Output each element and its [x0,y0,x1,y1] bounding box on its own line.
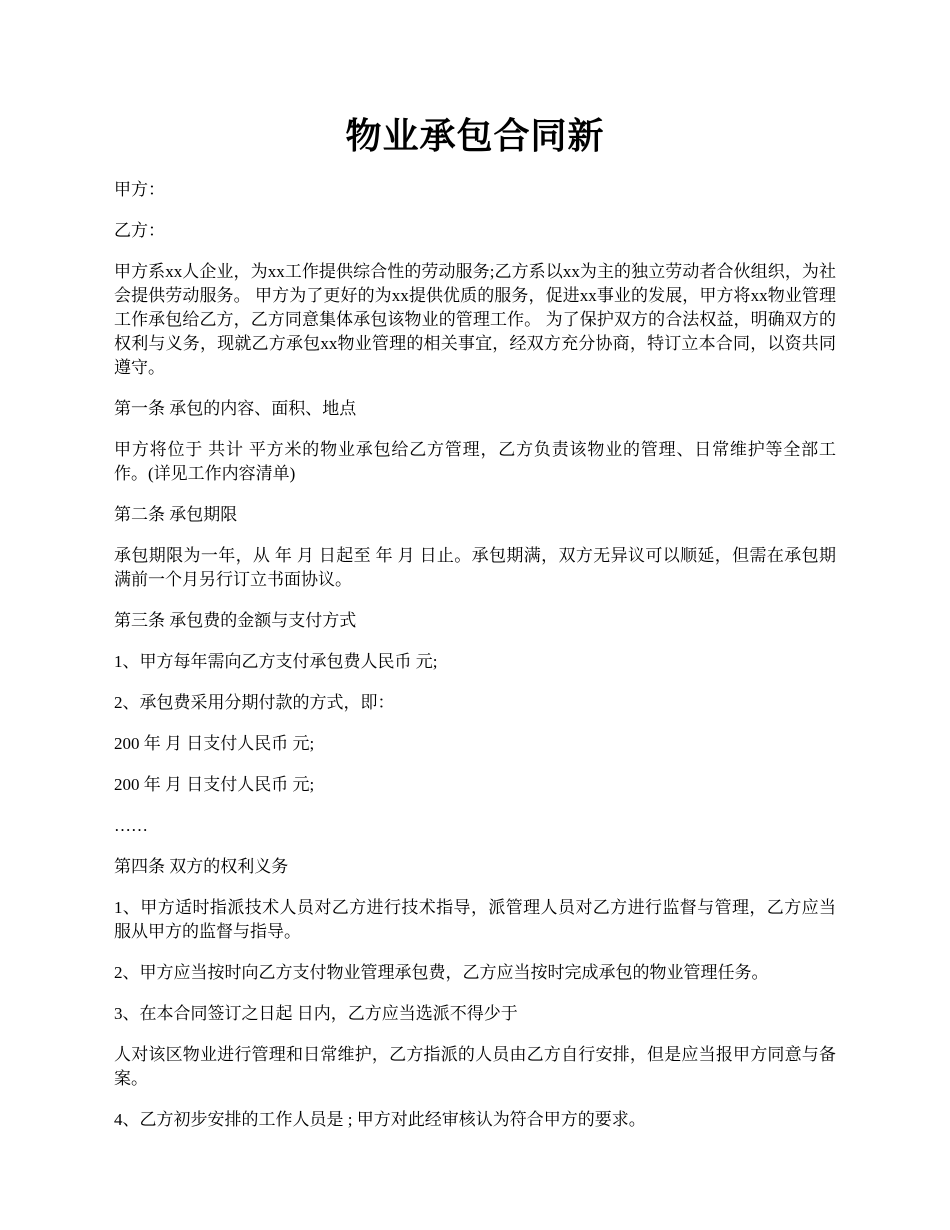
article-3-item-2: 2、承包费采用分期付款的方式，即： [114,693,395,712]
document-title: 物业承包合同新 [345,116,605,156]
article-1-heading: 第一条 承包的内容、面积、地点 [114,399,357,418]
article-2-heading: 第二条 承包期限 [114,505,238,524]
article-4-item-3: 3、在本合同签订之日起 日内，乙方应当选派不得少于 [114,1004,518,1023]
article-4-heading: 第四条 双方的权利义务 [114,857,289,876]
article-4-item-1: 1、甲方适时指派技术人员对乙方进行技术指导，派管理人员对乙方进行监督与管理，乙方应当服从甲方的监督与指导。 [114,898,836,941]
ellipsis-line: …… [114,816,148,835]
article-2-paragraph: 承包期限为一年，从 年 月 日起至 年 月 日止。承包期满，双方无异议可以顺延，但需在承包期满前一个月另行订立书面协议。 [114,546,836,589]
party-a-line: 甲方： [114,180,165,199]
article-3-heading: 第三条 承包费的金额与支付方式 [114,611,357,630]
article-4-item-3-continued: 人对该区物业进行管理和日常维护，乙方指派的人员由乙方自行安排，但是应当报甲方同意与备案。 [114,1045,836,1088]
article-4-item-4: 4、乙方初步安排的工作人员是 ; 甲方对此经审核认为符合甲方的要求。 [114,1110,646,1129]
party-b-line: 乙方： [114,221,165,240]
payment-line-1: 200 年 月 日支付人民币 元; [114,734,315,753]
article-4-item-2: 2、甲方应当按时向乙方支付物业管理承包费，乙方应当按时完成承包的物业管理任务。 [114,963,769,982]
preamble-paragraph: 甲方系xx人企业，为xx工作提供综合性的劳动服务;乙方系以xx为主的独立劳动者合伙组织，为社会提供劳动服务。 甲方为了更好的为xx提供优质的服务，促进xx事业的发展，甲方将xx物业管理工作承包给乙方，乙方同意集体承包该物业的管理工作。 为了保护双方的合法权益，明确双方的权利与义务，现就乙方承包xx物业管理的相关事宜，经双方充分协商，特订立本合同，以资共同遵守。 [114,262,836,377]
article-3-item-1: 1、甲方每年需向乙方支付承包费人民币 元; [114,652,438,671]
payment-line-2: 200 年 月 日支付人民币 元; [114,775,315,794]
document-body [114,178,836,1149]
article-1-paragraph: 甲方将位于 共计 平方米的物业承包给乙方管理，乙方负责该物业的管理、日常维护等全部工作。(详见工作内容清单) [114,440,836,483]
